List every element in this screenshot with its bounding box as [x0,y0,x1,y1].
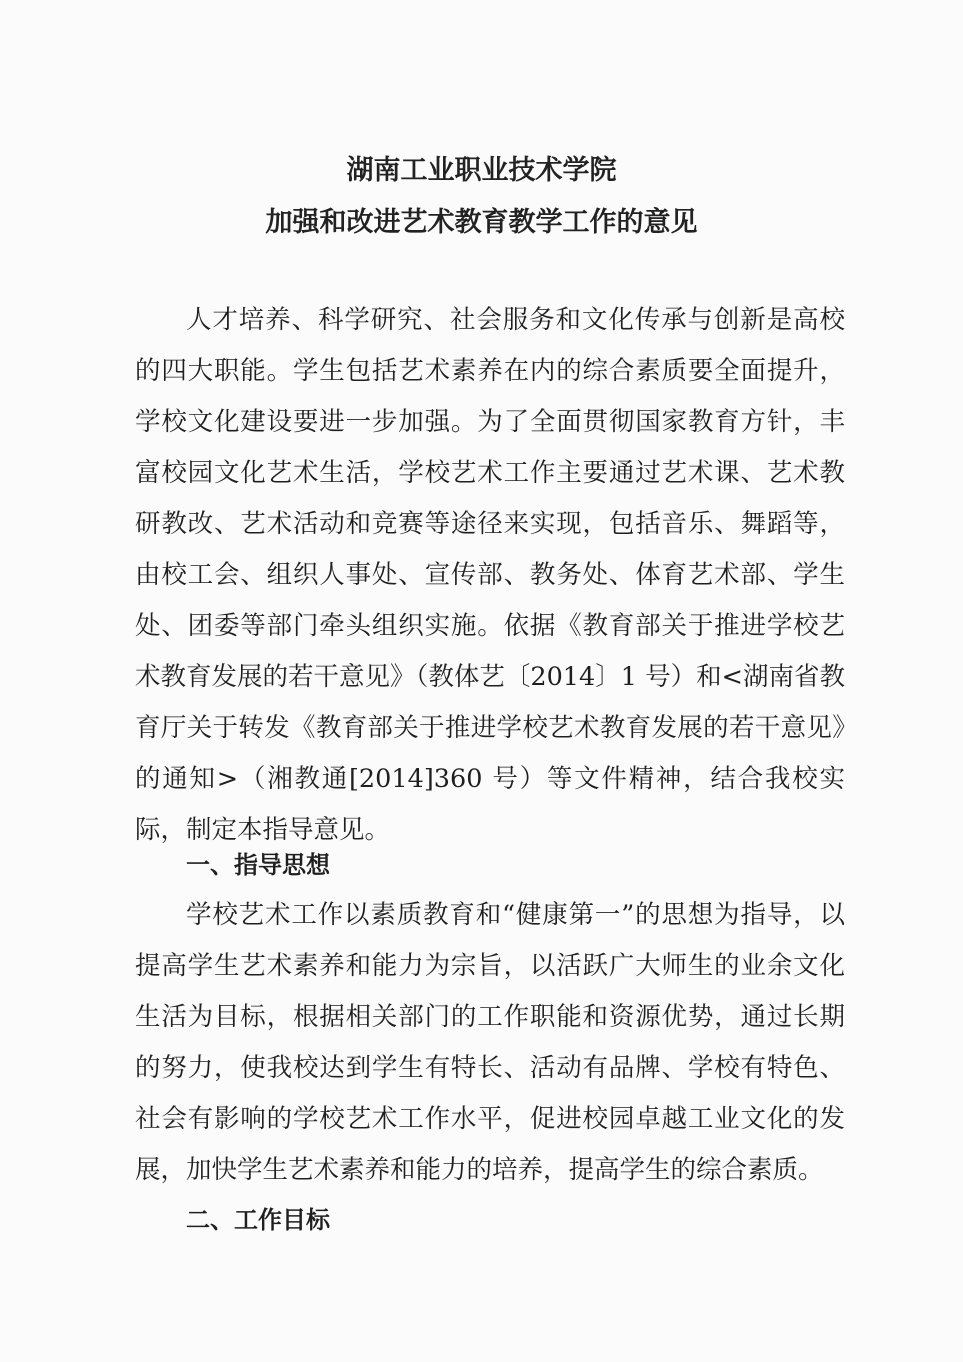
paragraph-intro-container [135,295,845,856]
section-heading-guiding-ideology: 一、指导思想 [186,851,330,879]
document-title-line-1: 湖南工业职业技术学院 [346,155,617,186]
paragraph-guiding-ideology-container [135,890,845,1196]
document-title-line-2: 加强和改进艺术教育教学工作的意见 [265,207,698,238]
paragraph-guiding-ideology: 学校艺术工作以素质教育和“健康第一”的思想为指导，以提高学生艺术素养和能力为宗旨，以活跃广大师生的业余文化生活为目标，根据相关部门的工作职能和资源优势，通过长期的努力，使我校达到学生有特长、活动有品牌、学校有特色、社会有影响的学校艺术工作水平，促进校园卓越工业文化的发展，加快学生艺术素养和能力的培养，提高学生的综合素质。 [135,900,845,1185]
paragraph-intro: 人才培养、科学研究、社会服务和文化传承与创新是高校的四大职能。学生包括艺术素养在内的综合素质要全面提升，学校文化建设要进一步加强。为了全面贯彻国家教育方针，丰富校园文化艺术生活，学校艺术工作主要通过艺术课、艺术教研教改、艺术活动和竞赛等途径来实现，包括音乐、舞蹈等，由校工会、组织人事处、宣传部、教务处、体育艺术部、学生处、团委等部门牵头组织实施。依据《教育部关于推进学校艺术教育发展的若干意见》（教体艺〔2014〕1 号）和<湖南省教育厅关于转发《教育部关于推进学校艺术教育发展的若干意见》的通知>（湘教通[2014]360 号）等文件精神，结合我校实际，制定本指导意见。 [135,305,845,845]
section-heading-work-goals: 二、工作目标 [186,1206,330,1234]
section-heading-2-container [135,1195,845,1246]
section-heading-1-container [135,840,845,891]
